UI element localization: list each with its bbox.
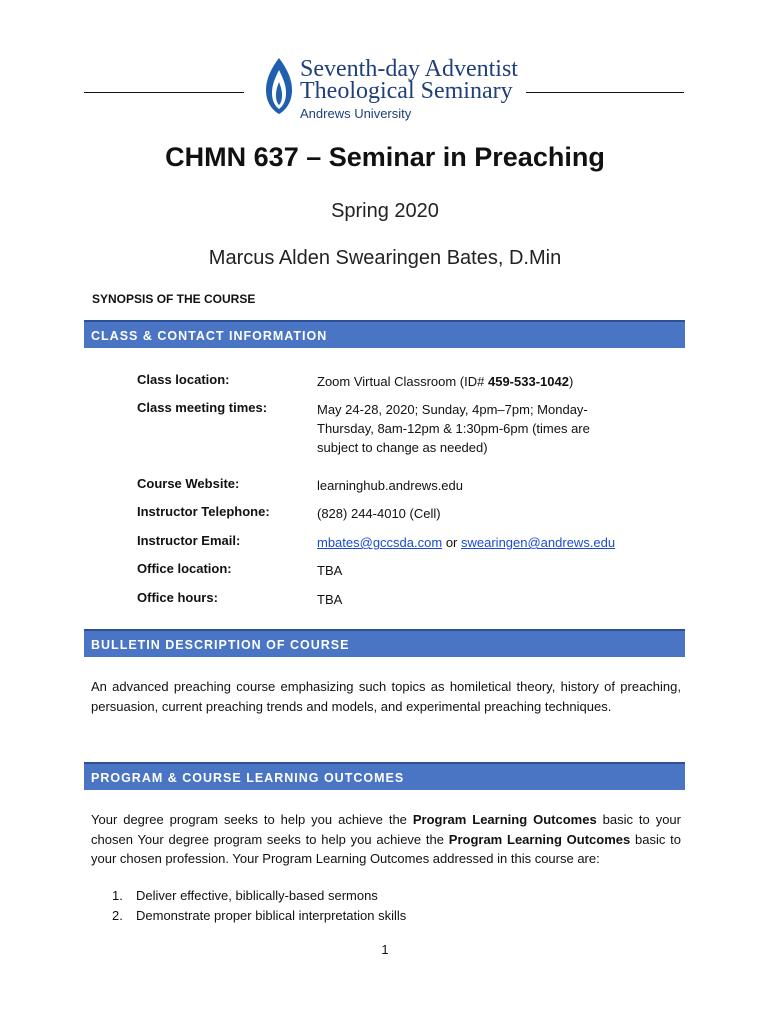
info-label: Class meeting times: bbox=[137, 400, 268, 415]
info-label: Course Website: bbox=[137, 476, 240, 491]
synopsis-heading: SYNOPSIS OF THE COURSE bbox=[92, 292, 256, 306]
bulletin-description: An advanced preaching course emphasizing such topics as homiletical theory, history of preaching, persuasion, current preaching trends and models, and experimental preaching techniques. bbox=[91, 679, 681, 714]
section-bar-bulletin: BULLETIN DESCRIPTION OF COURSE bbox=[84, 629, 685, 657]
course-term: Spring 2020 bbox=[331, 200, 439, 222]
info-value: May 24-28, 2020; Sunday, 4pm–7pm; Monday-Thursday, 8am-12pm & 1:30pm-6pm (times are subject to change as needed) bbox=[317, 402, 590, 455]
info-label: Instructor Telephone: bbox=[137, 504, 270, 519]
logo-text-line2: Theological Seminary bbox=[300, 78, 513, 104]
info-value: learninghub.andrews.edu bbox=[317, 478, 463, 493]
header-rule-left bbox=[84, 92, 244, 93]
info-label: Instructor Email: bbox=[137, 533, 241, 548]
list-item: 1. Deliver effective, biblically-based sermons bbox=[112, 888, 378, 903]
info-label: Office hours: bbox=[137, 590, 218, 605]
outcomes-list bbox=[112, 886, 406, 926]
info-label: Class location: bbox=[137, 372, 230, 387]
email-link-secondary[interactable]: swearingen@andrews.edu bbox=[461, 535, 616, 550]
info-value: TBA bbox=[317, 592, 343, 607]
instructor-name: Marcus Alden Swearingen Bates, D.Min bbox=[208, 247, 562, 269]
info-label: Office location: bbox=[137, 561, 232, 576]
outcomes-paragraph: Your degree program seeks to help you achieve the Program Learning Outcomes basic to your chosen Your degree program seeks to help you achieve the Program Learning Outcomes basic to your chosen profession. Your Program Learning Outcomes addressed in this course are: bbox=[91, 812, 681, 866]
course-title: CHMN 637 – Seminar in Preaching bbox=[165, 142, 605, 172]
email-link-primary[interactable]: mbates@gccsda.com bbox=[317, 535, 443, 550]
section-bar-contact: CLASS & CONTACT INFORMATION bbox=[84, 320, 685, 348]
logo-text-line1: Seventh-day Adventist bbox=[300, 56, 518, 82]
info-value: TBA bbox=[317, 563, 343, 578]
seminary-logo bbox=[262, 56, 522, 126]
info-value: mbates@gccsda.com or swearingen@andrews.edu bbox=[317, 535, 616, 550]
section-bar-outcomes: PROGRAM & COURSE LEARNING OUTCOMES bbox=[84, 762, 685, 790]
flame-logo-icon bbox=[262, 56, 296, 116]
list-item: 2. Demonstrate proper biblical interpretation skills bbox=[112, 908, 407, 923]
logo-text-line3: Andrews University bbox=[300, 106, 412, 121]
header-rule-right bbox=[526, 92, 684, 93]
page-number: 1 bbox=[381, 942, 389, 957]
info-value: (828) 244-4010 (Cell) bbox=[317, 506, 441, 521]
info-value: Zoom Virtual Classroom (ID# 459-533-1042) bbox=[317, 374, 574, 389]
zoom-id: 459-533-1042 bbox=[487, 374, 569, 389]
